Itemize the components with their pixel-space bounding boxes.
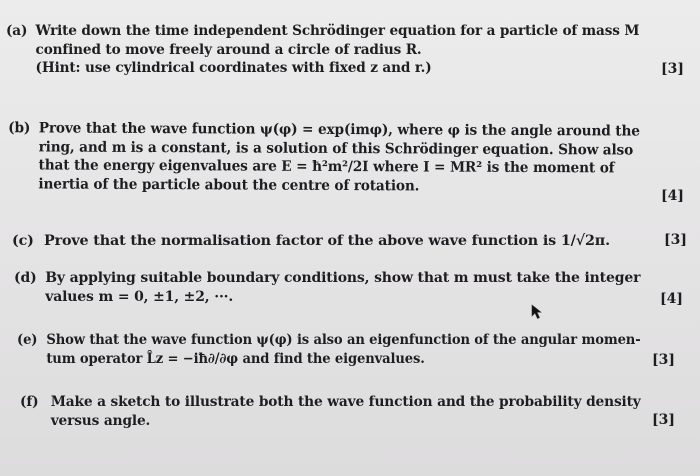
question-text-line: tum operator L̂z = −iħ∂/∂φ and find the eigenvalues. xyxy=(46,350,425,367)
question-text-line: Write down the time independent Schrödinger equation for a particle of mass M xyxy=(35,23,640,39)
question-text-line: ring, and m is a constant, is a solution of this Schrödinger equation. Show also xyxy=(38,139,634,159)
question-text-line: versus angle. xyxy=(50,412,151,429)
question-f xyxy=(20,393,666,430)
question-e xyxy=(17,331,696,368)
marks-badge: [3] xyxy=(661,61,684,77)
question-text-line: Make a sketch to illustrate both the wave function and the probability density xyxy=(50,394,641,410)
question-label: (b) xyxy=(8,120,31,137)
question-c xyxy=(12,232,610,251)
question-text-line: that the energy eigenvalues are E = ħ²m²/2I where I = MR² is the moment of xyxy=(38,157,615,177)
question-label: (e) xyxy=(17,332,38,348)
question-label: (d) xyxy=(14,270,37,286)
mouse-pointer-icon xyxy=(531,304,543,320)
question-b xyxy=(8,119,669,197)
question-text-line: values m = 0, ±1, ±2, ···. xyxy=(45,288,234,305)
question-text-line: Show that the wave function ψ(φ) is also an eigenfunction of the angular momen- xyxy=(46,332,641,348)
marks-badge: [3] xyxy=(652,352,675,368)
question-text-line: Prove that the wave function ψ(φ) = exp(imφ), where φ is the angle around the xyxy=(38,120,640,140)
question-label: (a) xyxy=(6,23,28,39)
question-text-line: (Hint: use cylindrical coordinates with fixed z and r.) xyxy=(35,60,432,77)
question-a xyxy=(6,22,671,78)
question-text-line: By applying suitable boundary conditions, show that m must take the integer xyxy=(45,270,641,286)
marks-badge: [4] xyxy=(660,291,683,307)
question-text-line: confined to move freely around a circle of radius R. xyxy=(35,41,422,58)
question-label: (c) xyxy=(12,233,34,249)
marks-badge: [3] xyxy=(664,232,687,248)
marks-badge: [3] xyxy=(652,412,675,428)
question-text-line: inertia of the particle about the centre of rotation. xyxy=(38,176,420,195)
question-text-line: Prove that the normalisation factor of the above wave function is 1/√2π. xyxy=(44,233,610,249)
question-d xyxy=(14,269,655,306)
question-label: (f) xyxy=(20,394,39,410)
marks-badge: [4] xyxy=(661,188,684,204)
